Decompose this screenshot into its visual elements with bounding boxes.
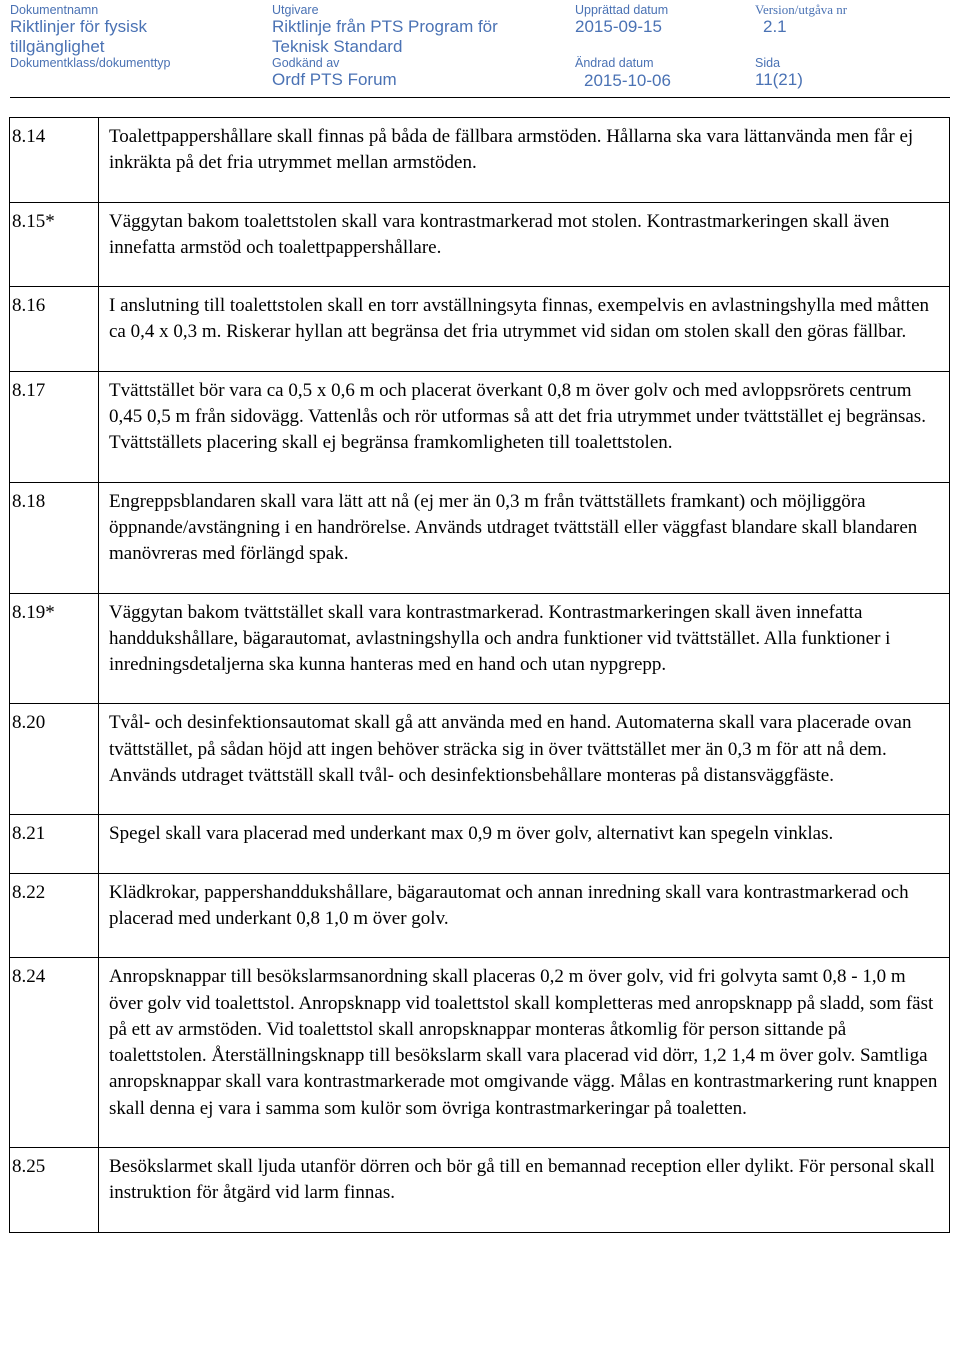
requirement-row xyxy=(10,594,949,705)
requirement-text: Toalettpappershållare skall finnas på båda de fällbara armstöden. Hållarna ska vara lättanvända men får ej inkräkta på det fria utrymmet mellan armstöden. xyxy=(109,126,914,174)
document-header xyxy=(0,0,960,100)
requirement-row xyxy=(10,483,949,594)
requirement-number: 8.17 xyxy=(10,372,99,482)
requirement-number: 8.19* xyxy=(10,594,99,704)
label-dokumentklass: Dokumentklass/dokumenttyp xyxy=(10,56,171,70)
requirement-row xyxy=(10,958,949,1148)
requirement-row xyxy=(10,815,949,873)
requirement-text: Anropsknappar till besökslarmsanordning skall placeras 0,2 m över golv, vid fri golvyta samt 0,8 - 1,0 m över golv vid toalettstol. Anropsknapp vid toalettstol skall kompletteras med anropsknapp på sladd, som fäst på ett av armstöden. Vid toalettstol skall anropsknappar monteras åtkomlig för person sittande på toalettstolen. Återställningsknapp till besökslarm skall vara placerad vid dörr, 1,2 1,4 m över golv. Samtliga anropsknappar skall vara kontrastmarkerade mot omgivande vägg. Målas en kontrastmarkering runt knappen skall denna ej vara i samma som kulör som övriga kontrastmarkeringar på toaletten. xyxy=(109,966,938,1119)
requirement-number: 8.15* xyxy=(10,203,99,287)
header-divider xyxy=(10,97,950,98)
requirement-text: Klädkrokar, pappershanddukshållare, bägarautomat och annan inredning skall vara kontrastmarkerad och placerad med underkant 0,8 1,0 m över golv. xyxy=(109,881,909,929)
requirement-text: Tvål- och desinfektionsautomat skall gå att använda med en hand. Automaterna skall vara placerade ovan tvättstället, på sådan höjd att ingen behöver sträcka sig in över tvättstället mer än 0,3 m för att nå dem. Används utdraget tvättställ skall tvål- och desinfektionsbehållare monteras på distansväggfäste. xyxy=(109,712,912,787)
version-number: 2.1 xyxy=(763,17,787,36)
label-godkand-av: Godkänd av xyxy=(272,56,340,70)
requirement-row xyxy=(10,203,949,288)
requirement-row xyxy=(10,1148,949,1233)
page-number: 11(21) xyxy=(755,70,803,89)
requirement-number: 8.18 xyxy=(10,483,99,593)
document-name-line2: tillgänglighet xyxy=(10,37,105,56)
approved-by: Ordf PTS Forum xyxy=(272,70,397,89)
requirement-number: 8.22 xyxy=(10,874,99,958)
requirement-row xyxy=(10,287,949,372)
requirement-row xyxy=(10,874,949,959)
created-date: 2015-09-15 xyxy=(575,17,662,36)
requirement-text: Spegel skall vara placerad med underkant max 0,9 m över golv, alternativt kan spegeln vinklas. xyxy=(109,823,834,845)
requirement-number: 8.20 xyxy=(10,704,99,814)
label-dokumentnamn: Dokumentnamn xyxy=(10,3,99,17)
label-upprattad-datum: Upprättad datum xyxy=(575,3,669,17)
requirement-row xyxy=(10,372,949,483)
requirement-text: Väggytan bakom toalettstolen skall vara kontrastmarkerad mot stolen. Kontrastmarkeringen skall även innefatta armstöd och toalettpappershållare. xyxy=(109,210,890,258)
label-andrad-datum: Ändrad datum xyxy=(575,56,654,70)
requirement-number: 8.24 xyxy=(10,958,99,1147)
document-name-line1: Riktlinjer för fysisk xyxy=(10,17,147,36)
requirement-text: Besökslarmet skall ljuda utanför dörren och bör gå till en bemannad reception eller dylikt. För personal skall instruktion för åtgärd vid larm finnas. xyxy=(109,1156,935,1204)
requirement-number: 8.16 xyxy=(10,287,99,371)
requirement-text: Väggytan bakom tvättstället skall vara kontrastmarkerad. Kontrastmarkeringen skall även innefatta handdukshållare, bägarautomat, avlastningshylla och andra funktioner vid tvättstället. Alla funktioner i inredningsdetaljerna ska kunna hanteras med en hand och utan nypgrepp. xyxy=(109,601,891,676)
requirement-text: Tvättstället bör vara ca 0,5 x 0,6 m och placerat överkant 0,8 m över golv och med avloppsrörets centrum 0,45 0,5 m från sidovägg. Vattenlås och rör utformas så att det fria utrymmet under tvättstället ej begränsas. Tvättställets placering skall ej begränsa framkomligheten till toalettstolen. xyxy=(109,379,926,454)
label-utgivare: Utgivare xyxy=(272,3,319,17)
publisher-line1: Riktlinje från PTS Program för xyxy=(272,17,498,36)
requirements-table xyxy=(9,117,950,1233)
label-sida: Sida xyxy=(755,56,781,70)
label-version: Version/utgåva nr xyxy=(755,2,848,17)
requirement-text: Engreppsblandaren skall vara lätt att nå (ej mer än 0,3 m från tvättställets framkant) och möjliggöra öppnande/avstängning i en handrörelse. Används utdraget tvättställ eller väggfast blandare skall blandaren manövreras med förlängd spak. xyxy=(109,490,918,565)
changed-date: 2015-10-06 xyxy=(584,71,671,90)
publisher-line2: Teknisk Standard xyxy=(272,37,403,56)
requirement-row xyxy=(10,118,949,203)
requirement-number: 8.14 xyxy=(10,118,99,202)
requirement-number: 8.25 xyxy=(10,1148,99,1232)
requirement-number: 8.21 xyxy=(10,815,99,872)
requirement-text: I anslutning till toalettstolen skall en torr avställningsyta finnas, exempelvis en avlastningshylla med måtten ca 0,4 x 0,3 m. Riskerar hyllan att begränsa det fria utrymmet vid sidan om stolen skall den göras fällbar. xyxy=(109,295,929,343)
requirement-row xyxy=(10,704,949,815)
